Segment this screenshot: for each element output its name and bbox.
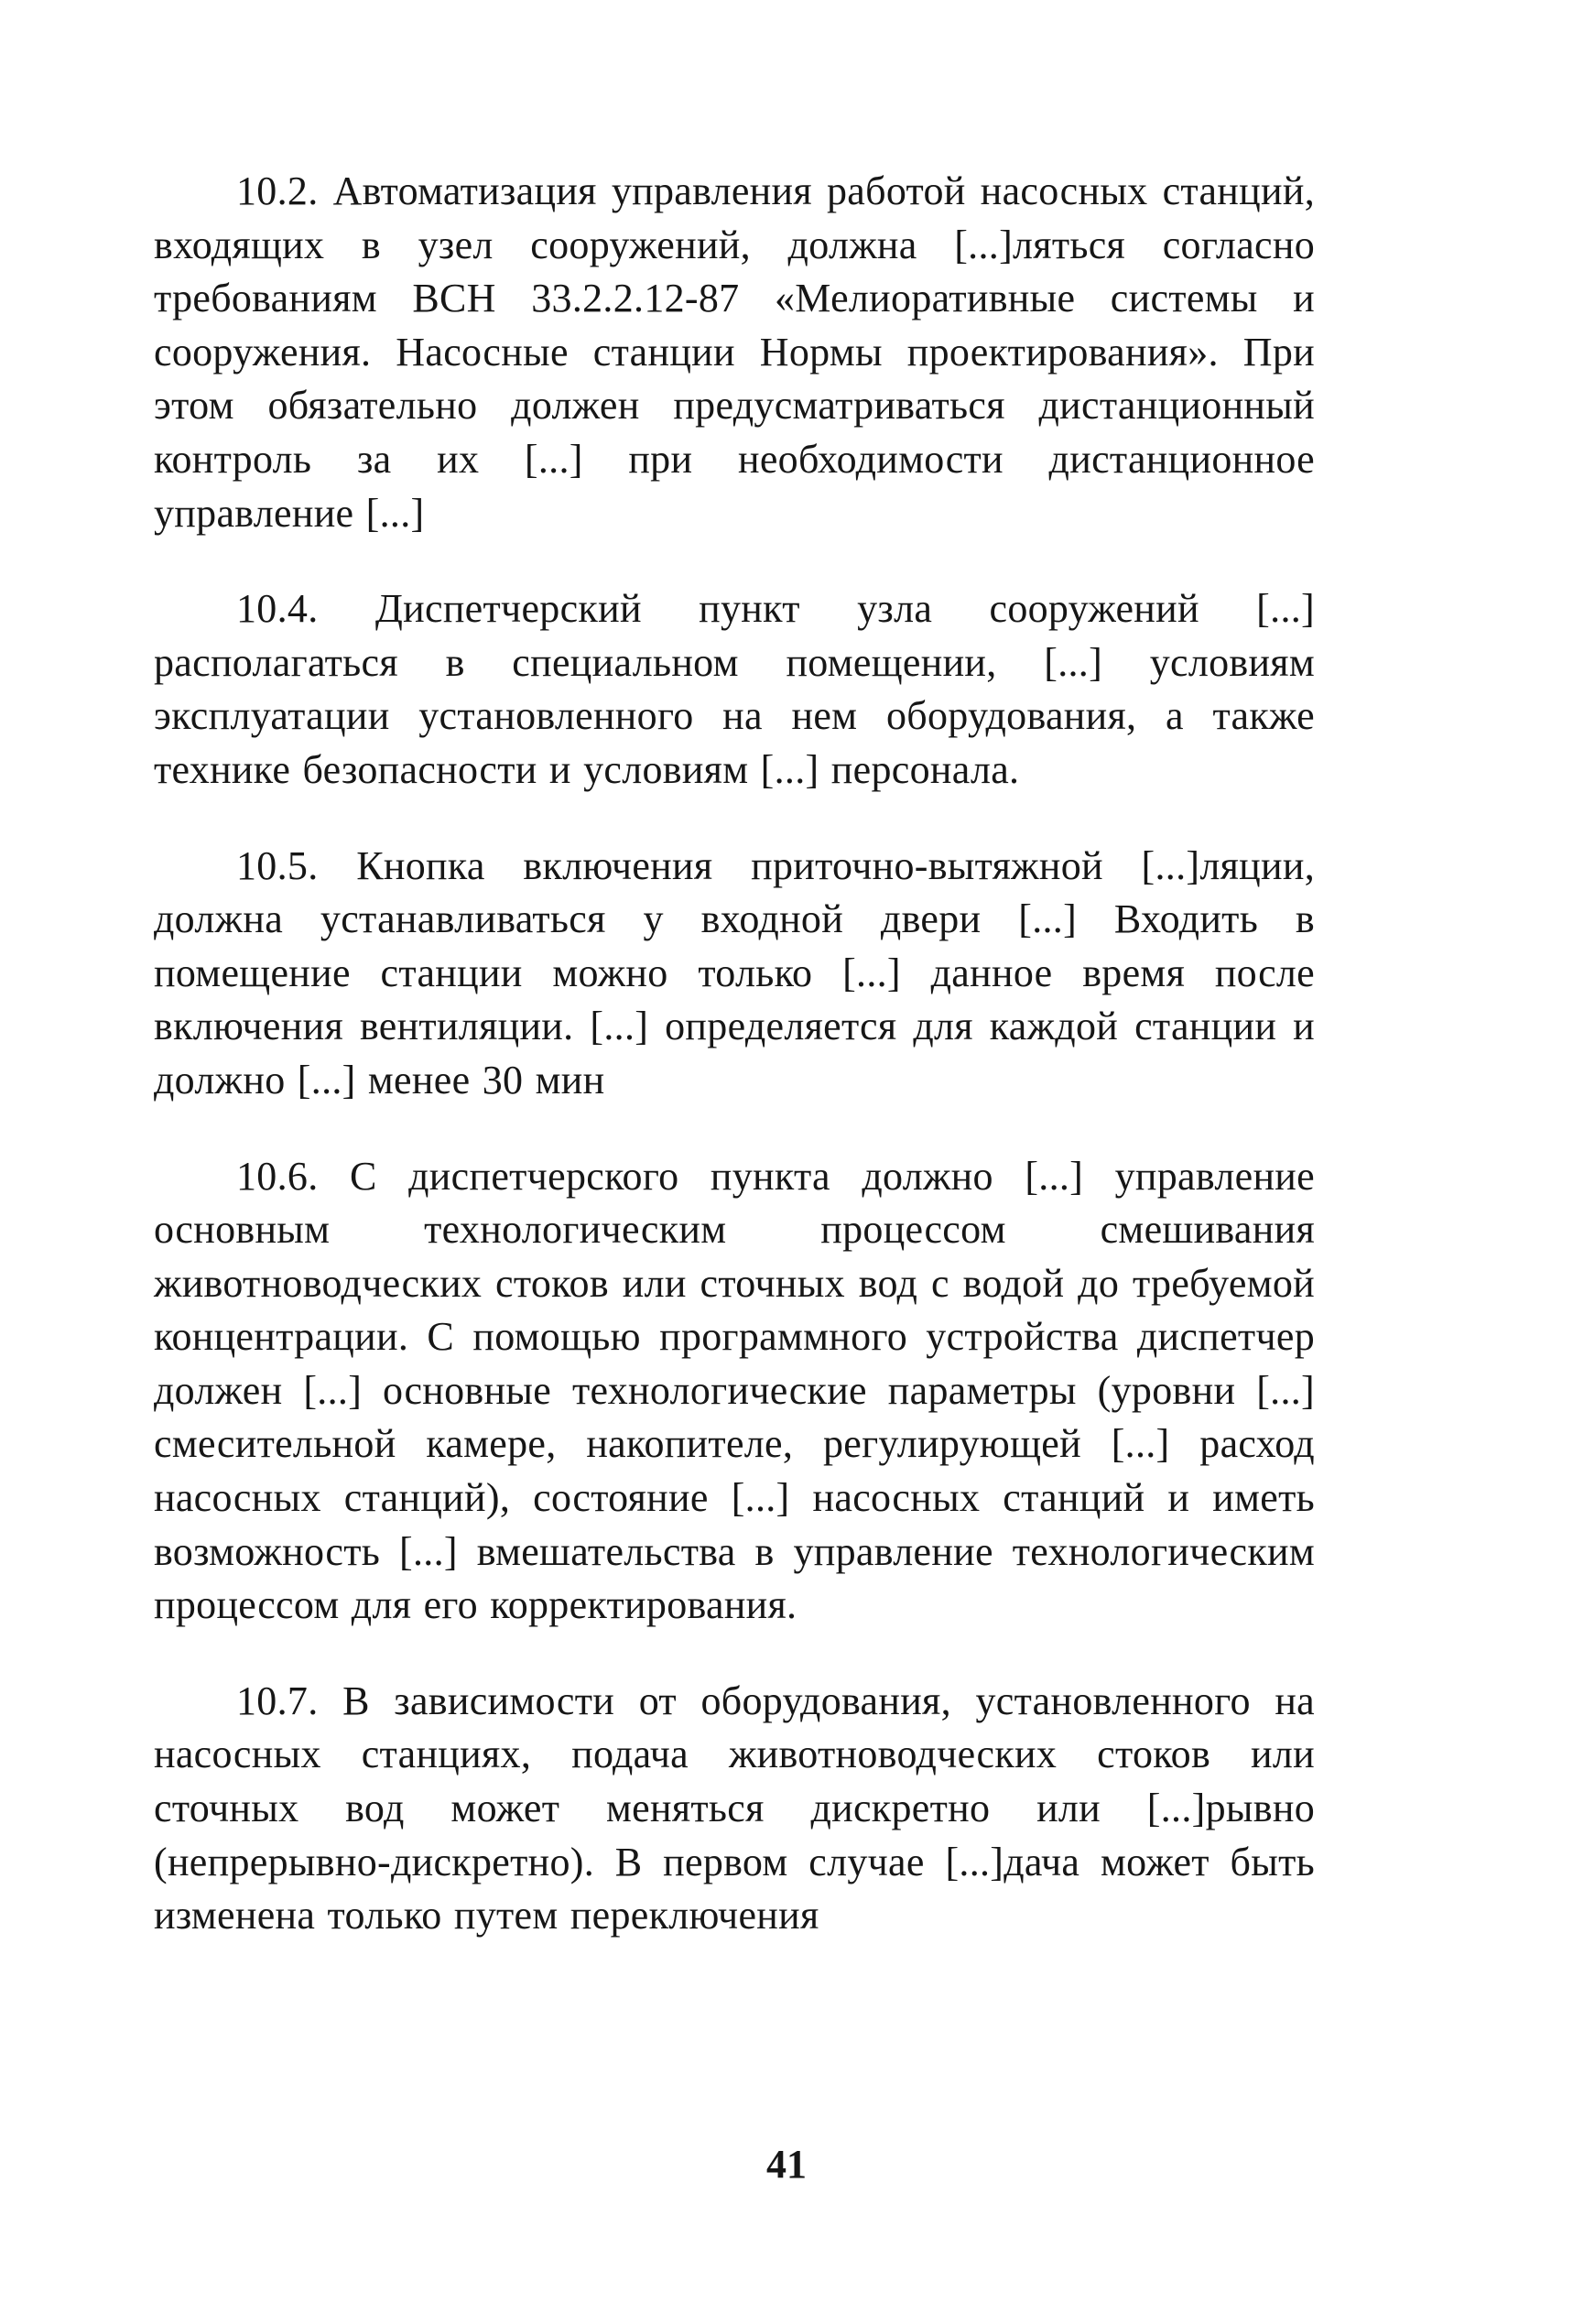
paragraph-10-4: 10.4. Диспетчерский пункт узла сооружений [...] располагаться в специальном помещении, [...] условиям эксплуатации установленного на нем оборудования, а также технике безопасности и условиям [...] персонала. <box>154 586 1315 792</box>
paragraph-10-5: 10.5. Кнопка включения приточно-вытяжной [...]ляции, должна устанавливаться у входной двери [...] Входить в помещение станции можно только [...] данное время после включения вентиляции. [...] определяется для каждой станции и должно [...] менее 30 мин <box>154 842 1315 1102</box>
paragraph-10-7: 10.7. В зависимости от оборудования, установленного на насосных станциях, подача животноводческих стоков или сточных вод может меняться дискретно или [...]рывно (непрерывно-дискретно). В первом случае [...]дача может быть изменена только путем переключения <box>154 1678 1315 1938</box>
page-body <box>154 165 1315 1943</box>
paragraph-10-2: 10.2. Автоматизация управления работой насосных станций, входящих в узел сооружений, должна [...]ляться согласно требованиям ВСН 33.2.2.12-87 «Мелиоративные системы и сооружения. Насосные станции Нормы проектирования». При этом обязательно должен предусматриваться дистанционный контроль за их [...] при необходимости дистанционное управление [...] <box>154 168 1315 536</box>
paragraph-10-6: 10.6. С диспетчерского пункта должно [...] управление основным технологическим процессом смешивания животноводческих стоков или сточных вод с водой до требуемой концентрации. С помощью программного устройства диспетчер должен [...] основные технологические параметры (уровни [...] смесительной камере, накопителе, регулирующей [...] расход насосных станций), состояние [...] насосных станций и иметь возможность [...] вмешательства в управление технологическим процессом для его корректирования. <box>154 1153 1315 1628</box>
page-number: 41 <box>766 2142 807 2187</box>
